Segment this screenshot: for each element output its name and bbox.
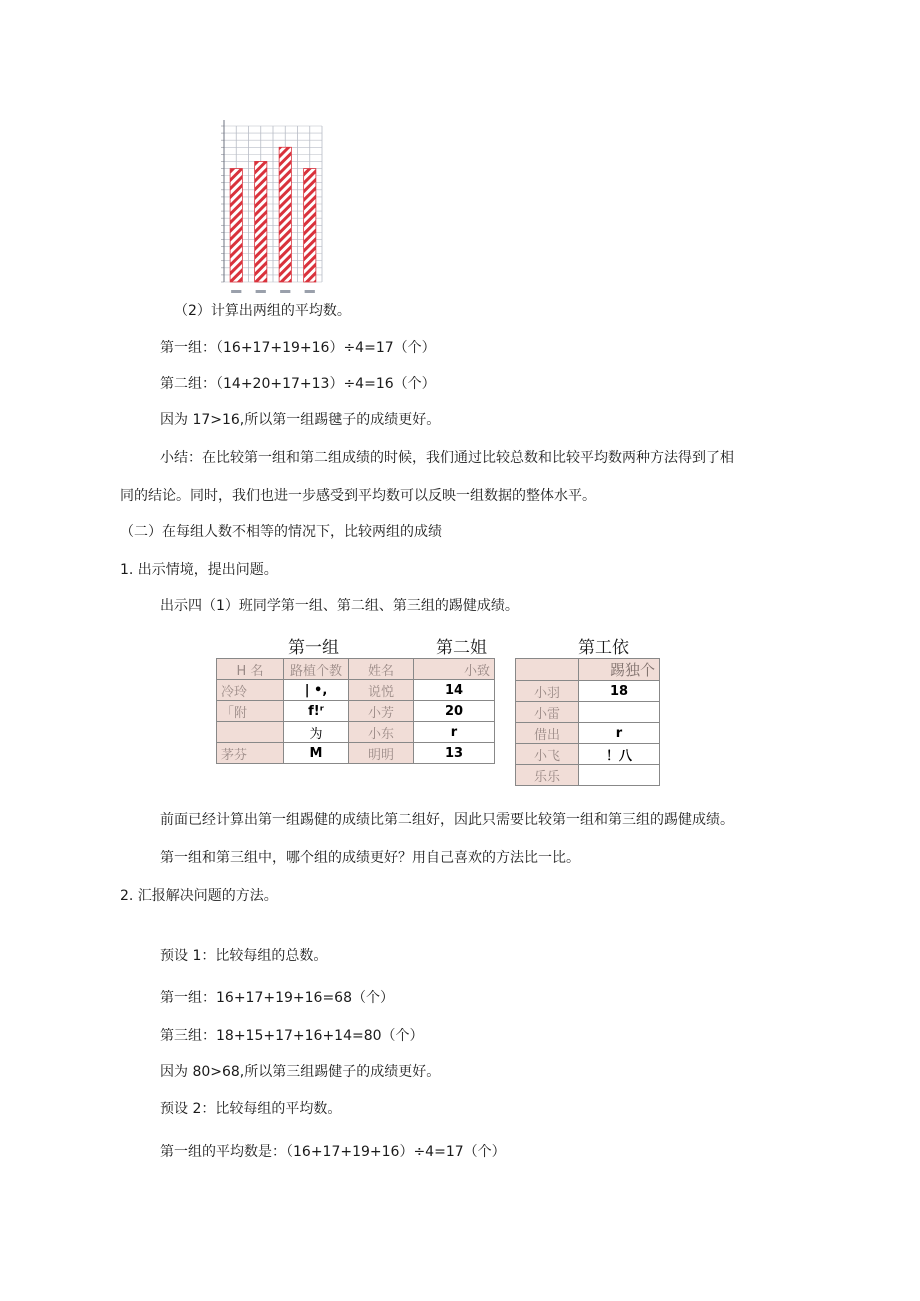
x-tick-label	[305, 290, 315, 293]
compare-statement: 前面已经计算出第一组踢健的成绩比第二组好，因此只需要比较第一组和第三组的踢健成绩。	[160, 812, 734, 828]
preset-2: 预设 2：比较每组的平均数。	[160, 1101, 342, 1117]
cell: 乐乐	[516, 765, 579, 786]
cell: 小飞	[516, 744, 579, 765]
cell: r	[414, 722, 495, 743]
table-header-row	[516, 659, 660, 681]
table-row	[516, 681, 660, 702]
cell: f!ʳ	[284, 701, 349, 722]
summary-line-1: 小结：在比较第一组和第二组成绩的时候，我们通过比较总数和比较平均数两种方法得到了相	[160, 450, 734, 466]
table-row	[217, 743, 495, 764]
summary-line-2: 同的结论。同时，我们也进一步感受到平均数可以反映一组数据的整体水平。	[120, 488, 596, 504]
cell: 借出	[516, 723, 579, 744]
header-name-3	[516, 659, 579, 681]
cell: 20	[414, 701, 495, 722]
cell: 18	[579, 681, 660, 702]
bar	[304, 169, 316, 282]
cell: 说悦	[349, 680, 414, 701]
bar	[230, 169, 242, 282]
cell: 14	[414, 680, 495, 701]
header-name-1: H 名	[217, 659, 284, 680]
table-row	[516, 765, 660, 786]
section-heading-2: （二）在每组人数不相等的情况下，比较两组的成绩	[120, 524, 442, 540]
cell	[579, 765, 660, 786]
cell: 小芳	[349, 701, 414, 722]
cell: M	[284, 743, 349, 764]
x-tick-label	[256, 290, 266, 293]
table-row	[516, 744, 660, 765]
header-count-1: 路植个教	[284, 659, 349, 680]
show-scores: 出示四（1）班同学第一组、第二组、第三组的踢健成绩。	[160, 598, 519, 614]
cell: 明明	[349, 743, 414, 764]
table-row	[217, 701, 495, 722]
chart-x-ticks	[231, 290, 315, 293]
cell: 小东	[349, 722, 414, 743]
cell: 为	[284, 722, 349, 743]
cell	[579, 702, 660, 723]
bar	[279, 147, 291, 282]
table-title-group2: 第二姐	[436, 638, 487, 658]
preset-2-group1: 第一组的平均数是：（16+17+19+16）÷4=17（个）	[160, 1144, 506, 1160]
table-title-group3: 第工依	[578, 638, 629, 658]
preset-1-group3: 第三组：18+15+17+16+14=80（个）	[160, 1028, 424, 1044]
bar	[255, 161, 267, 282]
header-name-2: 姓名	[349, 659, 414, 680]
cell: 茅芬	[217, 743, 284, 764]
conclusion-2: 因为 80>68,所以第三组踢健子的成绩更好。	[160, 1064, 441, 1080]
header-count-3: 踢独个	[579, 659, 660, 681]
table-title-group1: 第一组	[288, 638, 339, 658]
step-2: 2. 汇报解决问题的方法。	[120, 888, 278, 904]
group1-average: 第一组：（16+17+19+16）÷4=17（个）	[160, 340, 436, 356]
cell: 小雷	[516, 702, 579, 723]
table-row	[217, 722, 495, 743]
score-table-groups-1-2	[216, 658, 495, 764]
cell: 冷玲	[217, 680, 284, 701]
step-1: 1. 出示情境，提出问题。	[120, 562, 278, 578]
cell: 13	[414, 743, 495, 764]
preset-1-group1: 第一组：16+17+19+16=68（个）	[160, 990, 394, 1006]
cell: r	[579, 723, 660, 744]
cell: 「附	[217, 701, 284, 722]
table-row	[217, 680, 495, 701]
conclusion-1: 因为 17>16,所以第一组踢毽子的成绩更好。	[160, 412, 441, 428]
bar-chart	[212, 120, 324, 296]
compare-question: 第一组和第三组中，哪个组的成绩更好？用自己喜欢的方法比一比。	[160, 850, 580, 866]
x-tick-label	[231, 290, 241, 293]
score-table-group-3	[515, 658, 660, 786]
header-count-2: 小致	[414, 659, 495, 680]
group2-average: 第二组：（14+20+17+13）÷4=16（个）	[160, 376, 436, 392]
table-header-row	[217, 659, 495, 680]
table-row	[516, 702, 660, 723]
cell: 小羽	[516, 681, 579, 702]
preset-1: 预设 1：比较每组的总数。	[160, 948, 328, 964]
table-row	[516, 723, 660, 744]
cell: ！八	[579, 744, 660, 765]
question-2: （2）计算出两组的平均数。	[174, 303, 351, 319]
cell: | •,	[284, 680, 349, 701]
x-tick-label	[280, 290, 290, 293]
cell	[217, 722, 284, 743]
